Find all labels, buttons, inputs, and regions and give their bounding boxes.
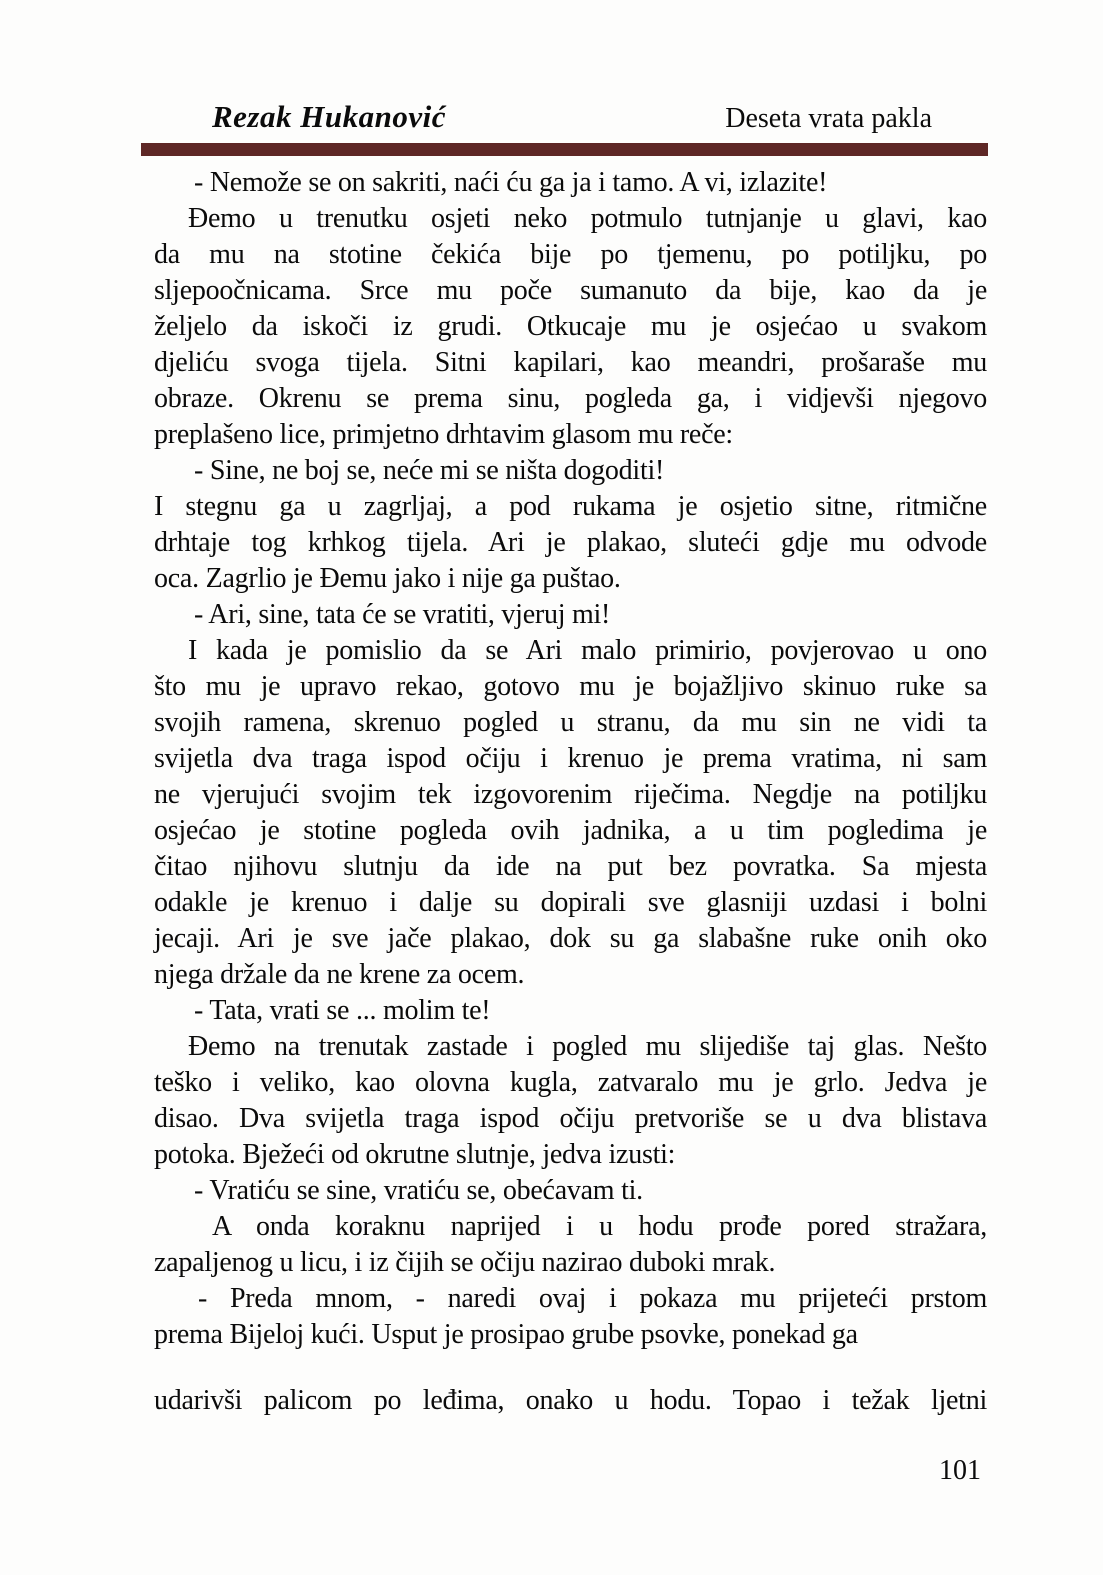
text-line: ne vjerujući svojim tek izgovorenim riječima. Negdje na potiljku bbox=[154, 779, 987, 810]
paragraph bbox=[154, 597, 987, 633]
text-line: - Vratiću se sine, vratiću se, obećavam ti. bbox=[194, 1175, 643, 1206]
text-line: - Nemože se on sakriti, naći ću ga ja i tamo. A vi, izlazite! bbox=[194, 167, 828, 198]
text-line: potoka. Bježeći od okrutne slutnje, jedva izusti: bbox=[154, 1139, 676, 1170]
text-line: drhtaje tog krhkog tijela. Ari je plakao, sluteći gdje mu odvode bbox=[154, 527, 987, 558]
paragraph bbox=[154, 633, 987, 993]
paragraph bbox=[154, 1209, 987, 1281]
text-line: zapaljenog u licu, i iz čijih se očiju nazirao duboki mrak. bbox=[154, 1247, 776, 1278]
text-line: odakle je krenuo i dalje su dopirali sve glasniji uzdasi i bolni bbox=[154, 887, 987, 918]
page-header bbox=[154, 0, 988, 136]
text-line: svojih ramena, skrenuo pogled u stranu, da mu sin ne vidi ta bbox=[154, 707, 987, 738]
text-line: I stegnu ga u zagrljaj, a pod rukama je osjetio sitne, ritmične bbox=[154, 491, 987, 522]
text-line: Đemo u trenutku osjeti neko potmulo tutnjanje u glavi, kao bbox=[188, 203, 987, 234]
text-line: - Tata, vrati se ... molim te! bbox=[194, 995, 491, 1026]
text-line: I kada je pomislio da se Ari malo primirio, povjerovao u ono bbox=[188, 635, 987, 666]
header-book-title: Deseta vrata pakla bbox=[725, 103, 932, 134]
header-rule bbox=[141, 143, 988, 156]
paragraph bbox=[154, 1173, 987, 1209]
text-line: čitao njihovu slutnju da ide na put bez povratka. Sa mjesta bbox=[154, 851, 987, 882]
text-line: preplašeno lice, primjetno drhtavim glasom mu reče: bbox=[154, 419, 733, 450]
text-line: sljepoočnicama. Srce mu poče sumanuto da bije, kao da je bbox=[154, 275, 987, 306]
text-line: oca. Zagrlio je Đemu jako i nije ga puštao. bbox=[154, 563, 621, 594]
text-line: - Preda mnom, - naredi ovaj i pokaza mu prijeteći prstom bbox=[198, 1283, 987, 1314]
text-line: obraze. Okrenu se prema sinu, pogleda ga, i vidjevši njegovo bbox=[154, 383, 987, 414]
header-author: Rezak Hukanović bbox=[212, 99, 446, 134]
paragraph bbox=[154, 453, 987, 489]
text-line: da mu na stotine čekića bije po tjemenu, po potiljku, po bbox=[154, 239, 987, 270]
text-line: disao. Dva svijetla traga ispod očiju pretvoriše se u dva blistava bbox=[154, 1103, 987, 1134]
text-line: osjećao je stotine pogleda ovih jadnika, a u tim pogledima je bbox=[154, 815, 987, 846]
body-text bbox=[154, 165, 987, 1419]
text-line: udarivši palicom po leđima, onako u hodu. Topao i težak ljetni bbox=[154, 1385, 987, 1416]
paragraph bbox=[154, 165, 987, 201]
text-line: prema Bijeloj kući. Usput je prosipao grube psovke, ponekad ga bbox=[154, 1319, 858, 1350]
text-line: svijetla dva traga ispod očiju i krenuo je prema vratima, ni sam bbox=[154, 743, 987, 774]
text-line: - Sine, ne boj se, neće mi se ništa dogoditi! bbox=[194, 455, 665, 486]
paragraph bbox=[154, 993, 987, 1029]
text-line: jecaji. Ari je sve jače plakao, dok su ga slabašne ruke onih oko bbox=[154, 923, 987, 954]
text-line: - Ari, sine, tata će se vratiti, vjeruj mi! bbox=[194, 599, 611, 630]
text-line: što mu je upravo rekao, gotovo mu je bojažljivo skinuo ruke sa bbox=[154, 671, 987, 702]
paragraph bbox=[154, 489, 987, 597]
paragraph bbox=[154, 1029, 987, 1173]
text-line: željelo da iskoči iz grudi. Otkucaje mu je osjećao u svakom bbox=[154, 311, 987, 342]
text-line: Đemo na trenutak zastade i pogled mu slijediše taj glas. Nešto bbox=[188, 1031, 987, 1062]
page-number: 101 bbox=[939, 1455, 981, 1486]
paragraph bbox=[154, 1383, 987, 1419]
text-line: djeliću svoga tijela. Sitni kapilari, kao meandri, prošaraše mu bbox=[154, 347, 987, 378]
paragraph bbox=[154, 1281, 987, 1353]
text-line: teško i veliko, kao olovna kugla, zatvaralo mu je grlo. Jedva je bbox=[154, 1067, 987, 1098]
text-line: njega držale da ne krene za ocem. bbox=[154, 959, 525, 990]
text-line: A onda koraknu naprijed i u hodu prođe pored stražara, bbox=[212, 1211, 987, 1242]
paragraph bbox=[154, 201, 987, 453]
